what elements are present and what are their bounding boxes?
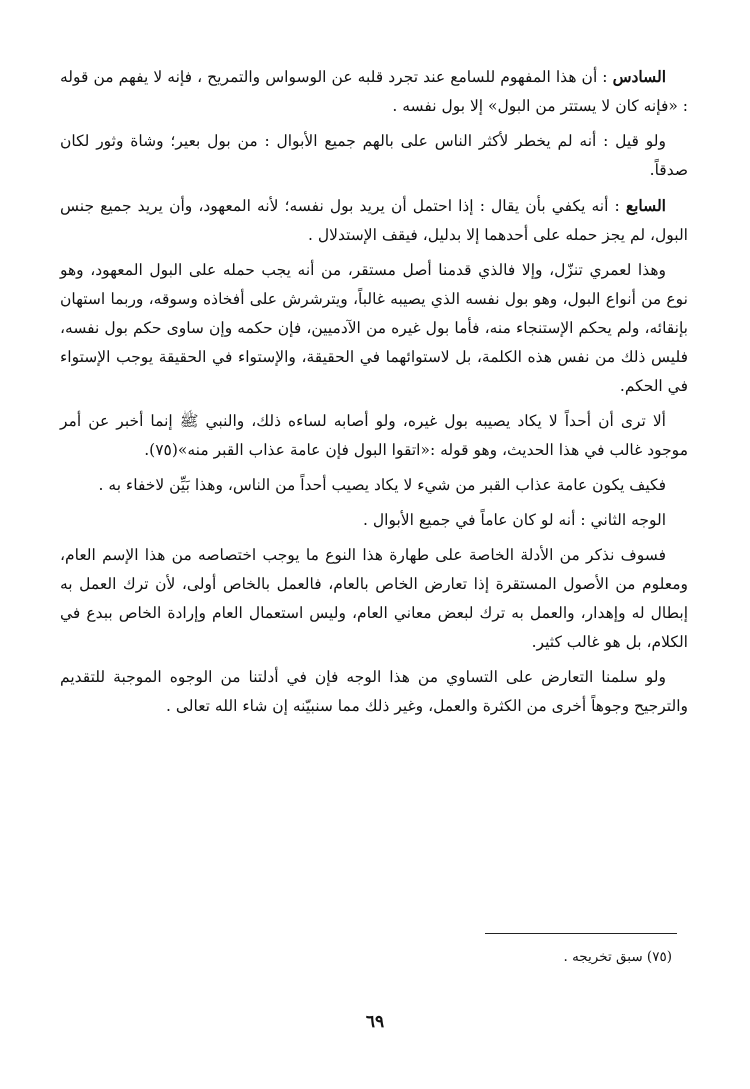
paragraph-text: وهذا لعمري تنزّل، وإلا فالذي قدمنا أصل مستقر، من أنه يجب حمله على البول المعهود، وهو نوع من أنواع البول، وهو بول نفسه الذي يصيبه غالباً، ويترشرش على أفخاذه وسوقه، وربما استهان بإنقائه، ولم يحكم الإستنجاء منه، فأما بول غيره من الآدميين، فإن حكمه وإن ساوى حكم بول نفسه، فليس ذلك من نفس هذه الكلمة، بل لاستوائهما في الحقيقة، والإستواء في الحقيقة يوجب الإستواء في الحكم. <box>60 261 688 395</box>
paragraph-text: : أن هذا المفهوم للسامع عند تجرد قلبه عن الوسواس والتمريح ، فإنه لا يفهم من قوله : «فإنه كان لا يستتر من البول» إلا بول نفسه . <box>60 68 688 115</box>
paragraph-lead: السابع <box>625 196 666 215</box>
paragraph-text: : أنه يكفي بأن يقال : إذا احتمل أن يريد بول نفسه؛ لأنه المعهود، وأن يريد جميع جنس البول، لم يجز حمله على أحدهما إلا بدليل، فيقف الإستدلال . <box>60 197 688 244</box>
paragraph-2 <box>60 127 688 185</box>
paragraph-lead: السادس <box>612 67 666 86</box>
paragraph-5 <box>60 407 688 465</box>
footnote: (٧٥) سبق تخريجه . <box>563 949 672 965</box>
paragraph-text: فسوف نذكر من الأدلة الخاصة على طهارة هذا النوع ما يوجب اختصاصه من هذا الإسم العام، ومعلوم من الأصول المستقرة إذا تعارض الخاص بالعام، فالعمل بالخاص أولى، لأن ترك العمل به إبطال له وإهدار، والعمل به ترك لبعض معاني العام، وليس استعمال العام وإرادة الخاص ببدع في الكلام، بل هو غالب كثير. <box>60 546 688 651</box>
paragraph-7 <box>60 506 688 535</box>
page-number: ٦٩ <box>365 1012 385 1032</box>
paragraph-8 <box>60 541 688 657</box>
page-body <box>60 62 688 727</box>
paragraph-9 <box>60 663 688 721</box>
paragraph-6 <box>60 471 688 500</box>
paragraph-text: ألا ترى أن أحداً لا يكاد يصيبه بول غيره، ولو أصابه لساءه ذلك، والنبي ﷺ إنما أخبر عن أمر موجود غالب في هذا الحديث، وهو قوله :«اتقوا البول فإن عامة عذاب القبر منه»(٧٥). <box>60 412 688 459</box>
paragraph-4 <box>60 256 688 401</box>
paragraph-text: ولو قيل : أنه لم يخطر لأكثر الناس على بالهم جميع الأبوال : من بول بعير؛ وشاة وثور لكان صدقاً. <box>60 132 688 179</box>
footnote-divider <box>485 933 677 934</box>
paragraph-1 <box>60 62 688 121</box>
paragraph-text: ولو سلمنا التعارض على التساوي من هذا الوجه فإن في أدلتنا من الوجوه الموجبة للتقديم والترجيح وجوهاً أخرى من الكثرة والعمل، وغير ذلك مما سنبيّنه إن شاء الله تعالى . <box>60 668 688 715</box>
paragraph-text: فكيف يكون عامة عذاب القبر من شيء لا يكاد يصيب أحداً من الناس، وهذا بَيِّن لاخفاء به . <box>98 476 666 494</box>
paragraph-text: الوجه الثاني : أنه لو كان عاماً في جميع الأبوال . <box>363 511 666 529</box>
paragraph-3 <box>60 191 688 250</box>
